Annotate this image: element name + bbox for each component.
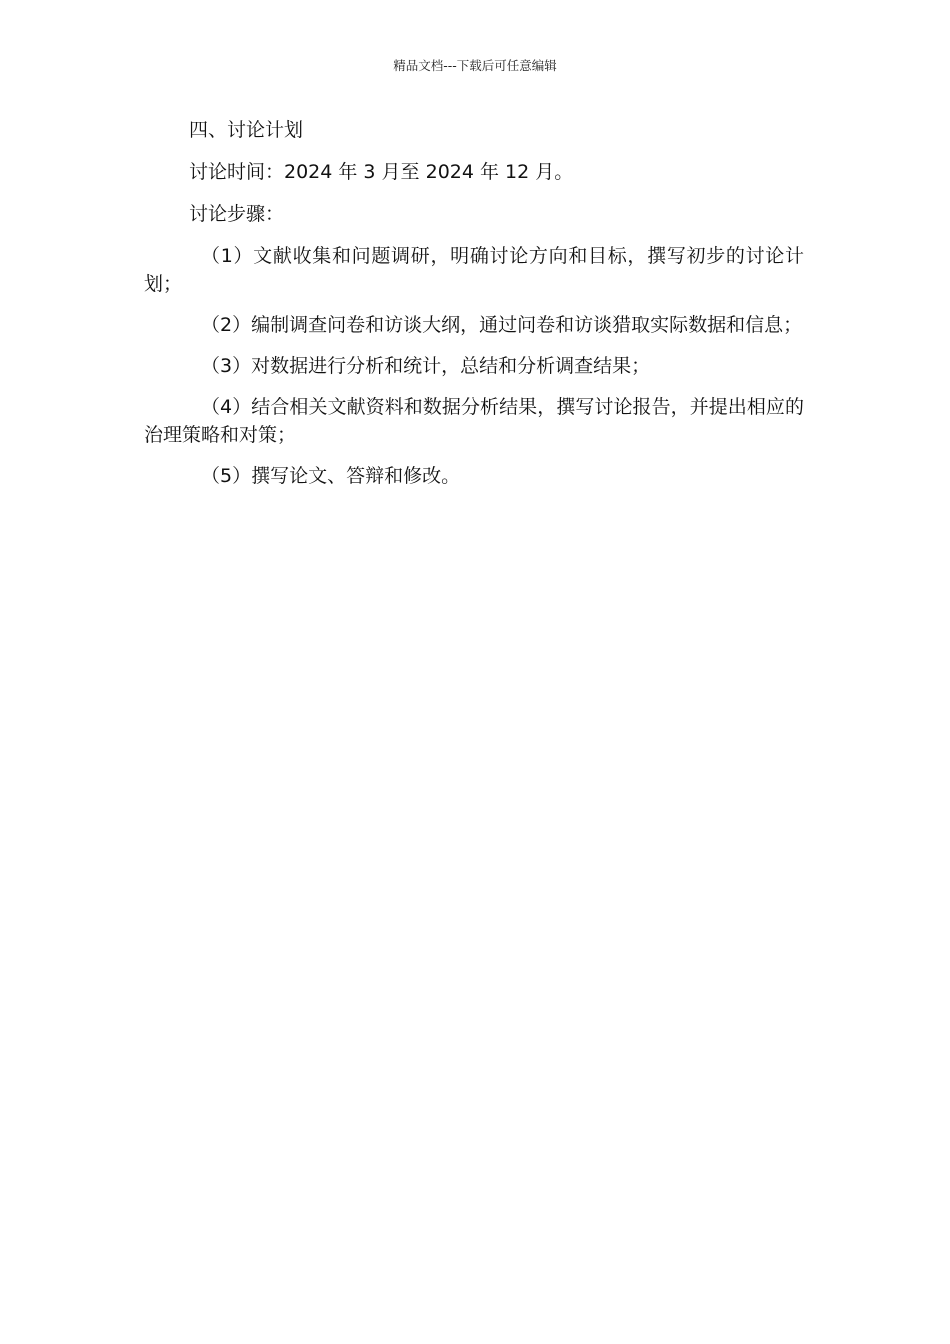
step-item-5: （5）撰写论文、答辩和修改。 bbox=[201, 465, 461, 487]
steps-label: 讨论步骤： bbox=[189, 203, 285, 225]
section-heading: 四、讨论计划 bbox=[189, 119, 304, 141]
page-header: 精品文档---下载后可任意编辑 bbox=[393, 58, 557, 73]
step-item-2: （2）编制调查问卷和访谈大纲，通过问卷和访谈猎取实际数据和信息； bbox=[201, 314, 803, 336]
step-item-3: （3）对数据进行分析和统计，总结和分析调查结果； bbox=[201, 355, 651, 377]
step-item-4: （4）结合相关文献资料和数据分析结果，撰写讨论报告，并提出相应的治理策略和对策； bbox=[144, 396, 804, 446]
step-item-1: （1）文献收集和问题调研，明确讨论方向和目标，撰写初步的讨论计划； bbox=[144, 245, 804, 295]
document-body bbox=[144, 116, 804, 503]
discussion-time: 讨论时间：2024 年 3 月至 2024 年 12 月。 bbox=[189, 161, 574, 183]
